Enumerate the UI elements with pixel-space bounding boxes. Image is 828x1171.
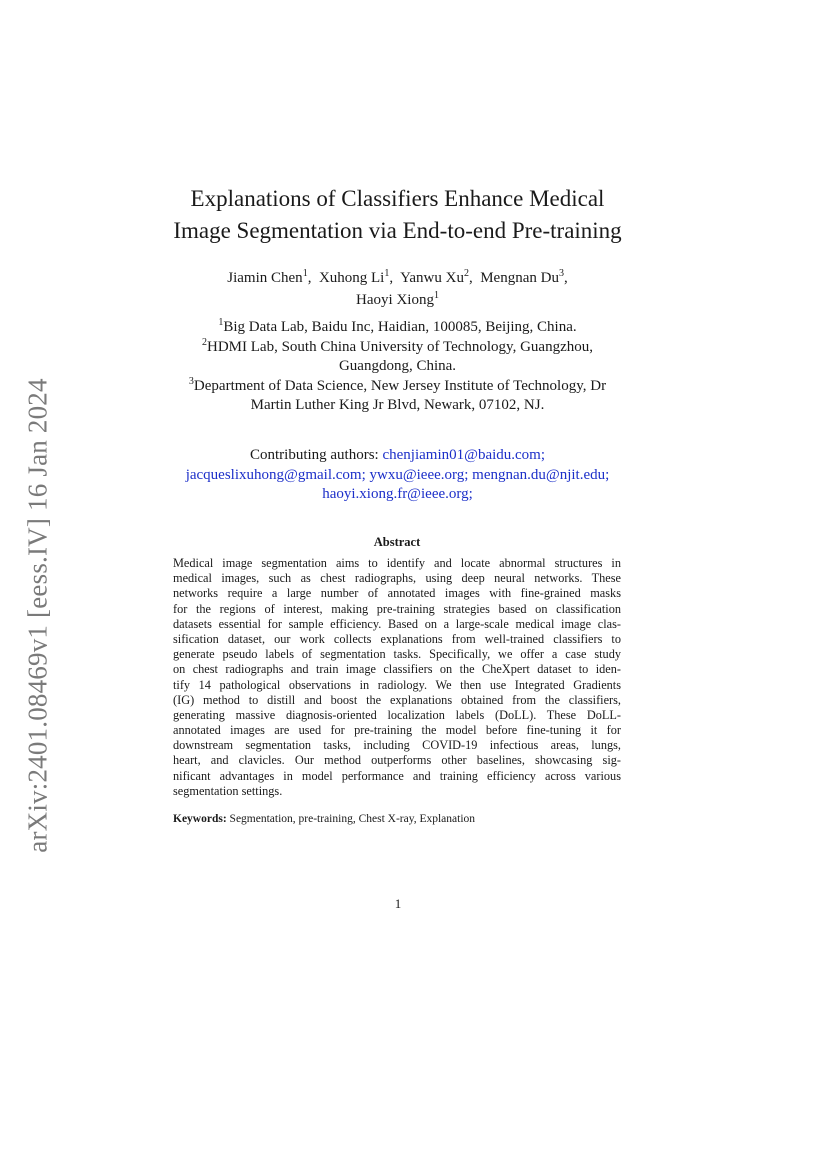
affiliation-1: $^1$Big Data Lab, Baidu Inc, Haidian, 100085, Beijing, China. [218, 317, 577, 335]
contributing-authors [150, 446, 645, 505]
abstract-line: generating massive diagnosis-oriented localization labels (DoLL). These DoLL- [173, 707, 621, 722]
abstract-line: nificant advantages in model performance and training efficiency across various [173, 768, 621, 783]
affiliation-2-cont: Guangdong, China. [338, 358, 457, 374]
abstract-line: generate pseudo labels of segmentation tasks. Specifically, we offer a case study [173, 647, 621, 662]
email-link[interactable]: ywxu@ieee.org; [369, 466, 469, 483]
arxiv-identifier-text: arXiv:2401.08469v1 [eess.IV] 16 Jan 2024 [22, 377, 53, 853]
abstract-line: on chest radiographs and train image classifiers on the CheXpert dataset to iden- [173, 662, 621, 677]
keywords-text: Segmentation, pre-training, Chest X-ray, Explanation [229, 813, 476, 825]
contributing-label: Contributing authors: [249, 447, 379, 463]
abstract-line: heart, and clavicles. Our method outperforms other baselines, showcasing sig- [173, 753, 621, 768]
abstract-line: sification dataset, our work collects explanations from well-trained classifiers to [173, 631, 621, 646]
abstract-line: tify 14 pathological observations in radiology. We then use Integrated Gradients [173, 677, 621, 692]
paper-title [140, 183, 655, 247]
email-link[interactable]: jacqueslixuhong@gmail.com; [185, 466, 366, 483]
page-number: 1 [394, 896, 402, 911]
author-affiliation-mark: 1 [384, 268, 390, 279]
title-line-2: Image Segmentation via End-to-end Pre-training [173, 218, 622, 243]
abstract-line: for the regions of interest, making pre-training strategies based on classification [173, 601, 621, 616]
abstract-line: networks require a large number of annotated images with fine-grained masks [173, 586, 621, 601]
abstract-line: Medical image segmentation aims to identify and locate abnormal structures in [173, 556, 621, 570]
keywords-label: Keywords: [173, 813, 227, 825]
author-name: Haoyi Xiong [356, 292, 434, 308]
affiliation-2: $^2$HDMI Lab, South China University of Technology, Guangzhou, [202, 336, 593, 355]
affiliation-3-cont: Martin Luther King Jr Blvd, Newark, 07102, NJ. [250, 397, 545, 413]
abstract-heading: Abstract [373, 535, 421, 549]
abstract-line: segmentation settings. [173, 783, 283, 798]
author-name: Jiamin Chen [227, 270, 303, 286]
abstract-line: medical images, such as chest radiographs, using deep neural networks. These [173, 571, 621, 586]
email-link[interactable]: haoyi.xiong.fr@ieee.org; [322, 486, 473, 502]
author-affiliation-mark: 1 [433, 290, 439, 301]
abstract-line: annotated images are used for pre-training the model before fine-tuning it for [173, 723, 621, 738]
author-list: Jiamin Chen$^1$, Xuhong Li$^1$, Yanwu Xu$^2$, Mengnan Du$^3$, Haoyi Xiong$^1$ [227, 268, 568, 308]
abstract-line: (IG) method to distill and boost the explanations obtained from the classifiers, [173, 692, 621, 707]
email-link[interactable]: mengnan.du@njit.edu; [472, 466, 610, 483]
abstract-line: datasets essential for sample efficiency. Based on a large-scale medical image clas- [173, 616, 621, 631]
arxiv-identifier-stamp [18, 360, 58, 870]
email-link[interactable]: chenjiamin01@baidu.com; [382, 447, 546, 463]
affiliations [150, 318, 645, 416]
author-affiliation-mark: 2 [463, 268, 469, 279]
keywords [173, 813, 621, 825]
author-name: Mengnan Du [480, 270, 559, 286]
title-line-1: Explanations of Classifiers Enhance Medical [190, 186, 605, 211]
author-name: Xuhong Li [318, 270, 385, 286]
affiliation-3: $^3$Department of Data Science, New Jersey Institute of Technology, Dr [188, 375, 607, 394]
author-affiliation-mark: 1 [302, 268, 308, 279]
author-name: Yanwu Xu [400, 270, 464, 286]
abstract-line: downstream segmentation tasks, including COVID-19 infectious areas, lungs, [173, 738, 621, 753]
abstract-body [173, 556, 621, 799]
author-affiliation-mark: 3 [558, 268, 564, 279]
